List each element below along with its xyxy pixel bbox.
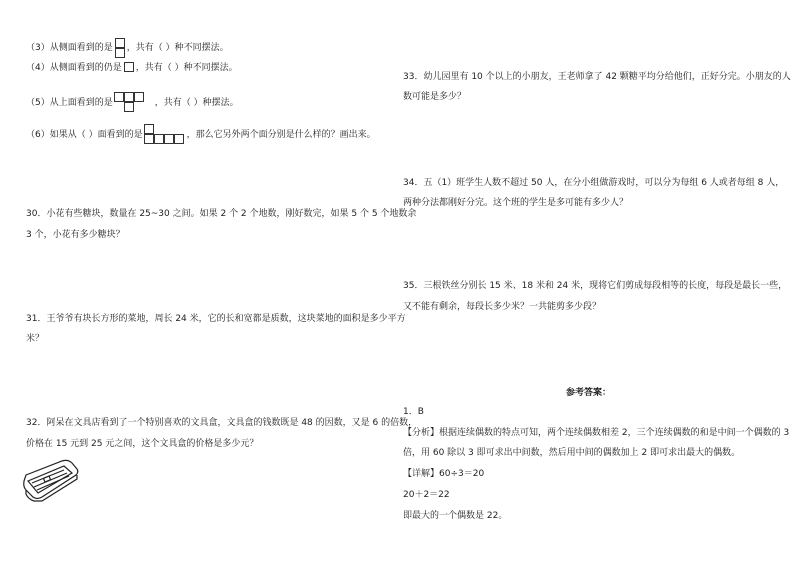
q35-line1: 35．三根铁丝分别长 15 米、18 米和 24 米，现将它们剪成每段相等的长度，每段是最长一些， [403,281,788,291]
q32-line2: 价格在 15 元到 25 元之间，这个文具盒的价格是多少元？ [26,439,259,449]
q32-line1: 32．阿呆在文具店看到了一个特别喜欢的文具盒，文具盒的钱数既是 48 的因数，又是 6 的倍数， [26,418,418,428]
q29-item6 [26,124,376,146]
q29-item3 [26,38,229,58]
q29-item3-text-before: （3）从侧面看到的是 [26,43,113,53]
q29-item4-text-after: ，共有（ ）种不同摆法。 [135,63,238,73]
answer-detail: 【详解】60÷3＝20 [403,469,485,479]
answer-1: 1．B [403,407,424,417]
answer-analysis-line1: 【分析】根据连续偶数的特点可知，两个连续偶数相差 2，三个连续偶数的和是中间一个偶数的 3 [403,428,790,438]
answer-calc: 20＋2＝22 [403,490,450,500]
q29-item5-text-after: ，共有（ ）种摆法。 [154,98,239,108]
q35-line2: 又不能有剩余，每段长多少米？一共能剪多少段？ [403,302,602,312]
q31-line2: 米？ [26,334,45,344]
q33-line1: 33．幼儿园里有 10 个以上的小朋友，王老师拿了 42 颗糖平均分给他们，正好分完。小朋友的人 [403,72,791,82]
q29-item5 [26,92,239,114]
view-figure-l-shape [143,124,187,146]
q30-line2: 3 个，小花有多少糖块？ [26,230,125,240]
q29-item6-text-after: ，那么它另外两个面分别是什么样的？画出来。 [186,130,376,140]
view-figure-single [122,62,136,74]
view-figure-t-shape [113,92,155,114]
q29-item4 [26,62,238,75]
q31-line1: 31．王爷爷有块长方形的菜地，周长 24 米，它的长和宽都是质数，这块菜地的面积是多少平方 [26,314,406,324]
q33-line2: 数可能是多少？ [403,92,467,102]
q29-item6-text-before: （6）如果从（ ）面看到的是 [26,130,143,140]
q34-line1: 34．五（1）班学生人数不超过 50 人，在分小组做游戏时，可以分为每组 6 人或者每组 8 人， [403,178,785,188]
answer-analysis-line2: 倍，用 60 除以 3 即可求出中间数，然后用中间的偶数加上 2 即可求出最大的偶数。 [403,448,741,458]
answers-title: 参考答案： [566,388,612,398]
pencil-case-illustration [22,457,80,503]
answer-conclusion: 即最大的一个偶数是 22。 [403,511,508,521]
q29-item3-text-after: ，共有（ ）种不同摆法。 [126,43,229,53]
q29-item5-text-before: （5）从上面看到的是 [26,98,113,108]
view-figure-vertical-2 [113,38,127,58]
q29-item4-text-before: （4）从侧面看到的仍是 [26,63,122,73]
q30-line1: 30．小花有些糖块，数量在 25~30 之间。如果 2 个 2 个地数，刚好数完，如果 5 个 5 个地数余 [26,209,417,219]
q34-line2: 两种分法都刚好分完。这个班的学生是多可能有多少人？ [403,198,629,208]
